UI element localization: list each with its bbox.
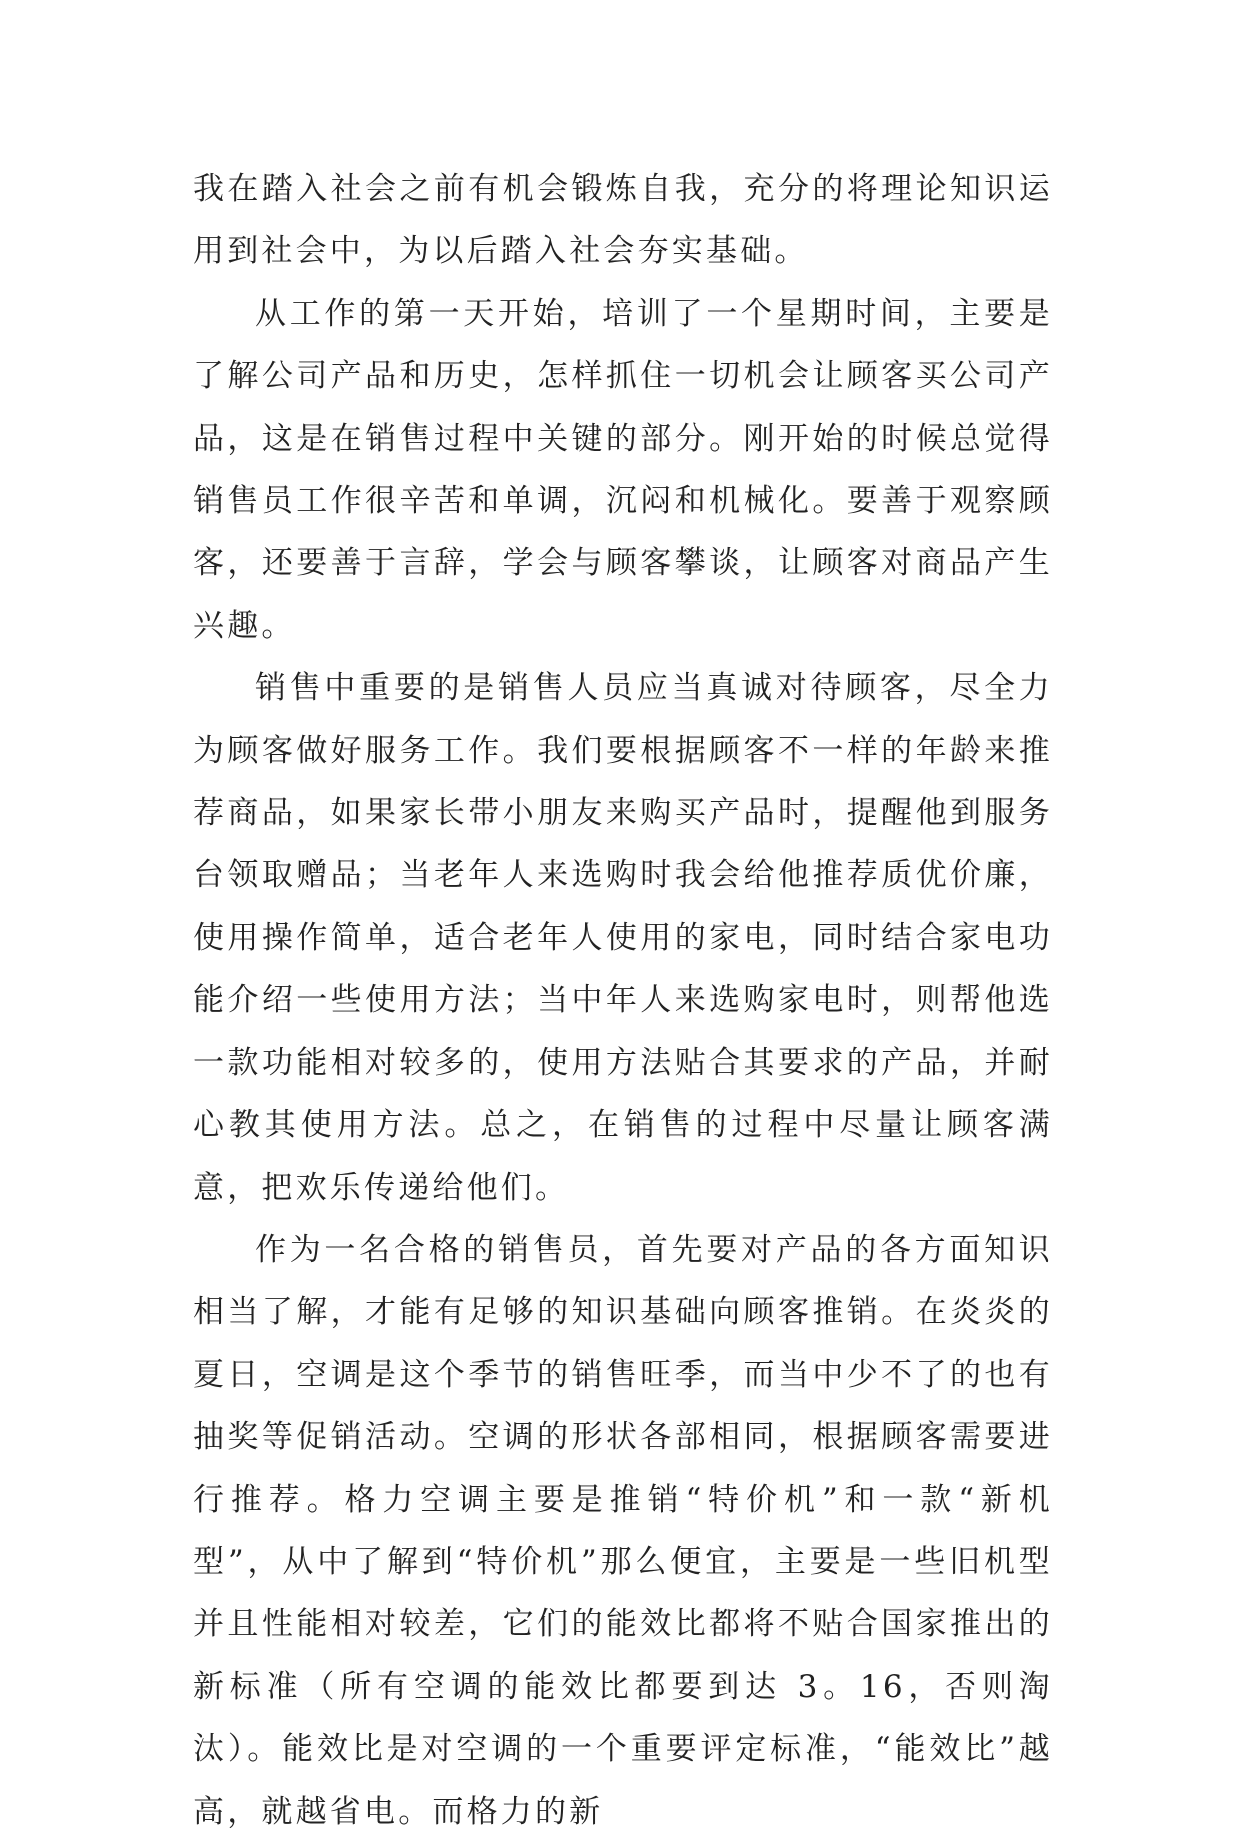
paragraph-customer-service: 销售中重要的是销售人员应当真诚对待顾客，尽全力为顾客做好服务工作。我们要根据顾客不一样的年龄来推荐商品，如果家长带小朋友来购买产品时，提醒他到服务台领取赠品；当老年人来选购时我会给他推荐质优价廉，使用操作简单，适合老年人使用的家电，同时结合家电功能介绍一些使用方法；当中年人来选购家电时，则帮他选一款功能相对较多的，使用方法贴合其要求的产品，并耐心教其使用方法。总之，在销售的过程中尽量让顾客满意，把欢乐传递给他们。	[193, 670, 1053, 1206]
paragraph-training: 从工作的第一天开始，培训了一个星期时间，主要是了解公司产品和历史，怎样抓住一切机会让顾客买公司产品，这是在销售过程中关键的部分。刚开始的时候总觉得销售员工作很辛苦和单调，沉闷和机械化。要善于观察顾客，还要善于言辞，学会与顾客攀谈，让顾客对商品产生兴趣。	[193, 295, 1053, 644]
document-body	[193, 158, 1053, 1843]
paragraph-product-knowledge: 作为一名合格的销售员，首先要对产品的各方面知识相当了解，才能有足够的知识基础向顾客推销。在炎炎的夏日，空调是这个季节的销售旺季，而当中少不了的也有抽奖等促销活动。空调的形状各部相同，根据顾客需要进行推荐。格力空调主要是推销“特价机”和一款“新机型”，从中了解到“特价机”那么便宜，主要是一些旧机型并且性能相对较差，它们的能效比都将不贴合国家推出的新标准（所有空调的能效比都要到达 3。16，否则淘汰）。能效比是对空调的一个重要评定标准，“能效比”越高，就越省电。而格力的新	[193, 1231, 1053, 1830]
paragraph-continuation: 我在踏入社会之前有机会锻炼自我，充分的将理论知识运用到社会中，为以后踏入社会夯实基础。	[193, 171, 1053, 270]
